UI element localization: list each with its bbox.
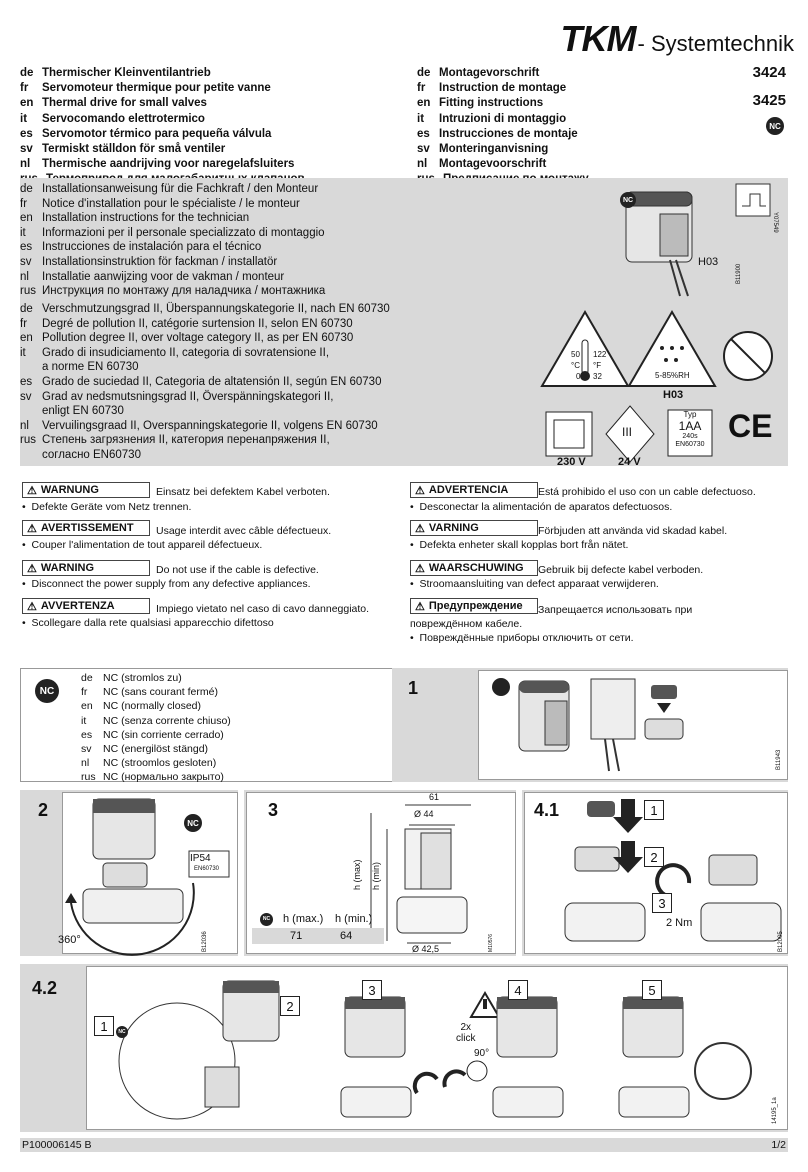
dimension-hmin: h (min) [371, 861, 381, 890]
step-4-2-sub-4: 4 [508, 980, 528, 1000]
table-value-hmin: 64 [340, 930, 353, 942]
temp-f-unit: °F [593, 361, 602, 370]
table-value-hmax: 71 [290, 930, 303, 942]
warning-text-sv: Förbjuden att använda vid skadad kabel. [538, 525, 728, 537]
code-14195: 14195_1a [772, 1097, 778, 1124]
warning-bullet-en: • Disconnect the power supply from any defective appliances. [22, 578, 311, 590]
warning-bullet-nl: • Stroomaansluiting van defect apparaat verwijderen. [410, 578, 659, 590]
step-4-1-sub-2: 2 [644, 847, 664, 867]
rotation-90-label: 90° [474, 1048, 490, 1059]
ip54-standard: EN60730 [194, 866, 220, 872]
temp-c-min: 0 [576, 372, 581, 381]
warning-text-nl: Gebruik bij defecte kabel verboden. [538, 564, 704, 576]
code-b11943: B11943 [776, 749, 782, 770]
warning-text-fr: Usage interdit avec câble défectueux. [156, 525, 332, 537]
step-4-2-sub-1: 1 [94, 1016, 114, 1036]
type-label-box: Typ 1AA 240s EN60730 [675, 410, 705, 448]
warning-label-it: ⚠ AVVERTENZA [22, 598, 150, 614]
warning-text2-rus: повреждённом кабеле. [410, 618, 523, 630]
class-iii-symbol: III [622, 425, 633, 439]
nc-box [20, 668, 402, 782]
warning-label-nl: ⚠ WAARSCHUWING [410, 560, 538, 576]
pollution-list: de Verschmutzungsgrad II, Überspannungskategorie II, nach EN 60730 fr Degré de pollution II, catégorie surtension II, selon EN 60730 en Pollution degree II, over voltage category II, as per EN 60730 it Grado di insudiciamento II, categoria di sovratensione II, a norme EN 60730 es Grado de suciedad II, Categoria de altatensión II, según EN 60730 sv Grad av nedsmutsningsgrad II, Överspänningskategori II, enligt EN 60730 nl Vervuilingsgraad II, Overspanningskategorie II, volgens EN 60730 rus Степень загрязнения II, категория перенапряжения II, согласно EN60730 [20, 303, 390, 461]
step-1-figure [478, 670, 788, 780]
step-4-2-nc-badge: NC [116, 1026, 128, 1038]
step-4-1-number: 4.1 [534, 800, 560, 820]
warning-triangle-icon: ⚠ [415, 522, 425, 535]
click-text: click [456, 1033, 476, 1044]
warning-label-rus: ⚠ Предупреждение [410, 598, 538, 614]
warning-triangle-icon: ⚠ [27, 522, 37, 535]
step-4-1-sub-3: 3 [652, 893, 672, 913]
warning-label-en: ⚠ WARNING [22, 560, 150, 576]
h03-bottom-label: H03 [663, 389, 684, 401]
warning-bullet-sv: • Defekta enheter skall kopplas bort från nätet. [410, 539, 629, 551]
warning-triangle-icon: ⚠ [27, 600, 37, 613]
h03-label: H03 [698, 256, 719, 268]
dimension-d44: Ø 44 [414, 809, 434, 819]
nc-icon: NC [35, 679, 59, 703]
table-header-hmax: h (max.) [283, 913, 324, 925]
code-b12036: B12036 [202, 931, 208, 952]
warning-triangle-icon: ⚠ [27, 562, 37, 575]
nc-language-list: de NC (stromlos zu) fr NC (sans courant fermé) en NC (normally closed) it NC (senza corrente chiuso) es NC (sin corriente cerrado) sv NC (energilöst stängd) nl NC (stroomlos gesloten) rus NC (нормально закрыто) [81, 672, 231, 784]
warning-text-it: Impiego vietato nel caso di cavo danneggiato. [156, 603, 370, 615]
click-label [456, 1022, 475, 1044]
voltage-24-label: 24 V [618, 456, 641, 468]
page-number: 1/2 [771, 1139, 786, 1151]
warning-triangle-icon: ⚠ [27, 484, 37, 497]
voltage-230-label: 230 V [557, 456, 586, 468]
step-4-2-figure [86, 966, 788, 1130]
temp-f-min: 32 [593, 372, 602, 381]
warning-triangle-icon: ⚠ [415, 600, 425, 613]
nc-badge: NC [766, 117, 784, 135]
rotation-360-label: 360° [58, 934, 81, 946]
brand-logo [561, 18, 794, 60]
step-1-number: 1 [408, 678, 419, 698]
brand-name: TKM [560, 18, 636, 59]
warning-label-fr: ⚠ AVERTISSEMENT [22, 520, 150, 536]
warning-triangle-icon: ⚠ [415, 562, 425, 575]
step-2-drawing [63, 793, 237, 953]
model-number-3425: 3425 [752, 92, 786, 109]
torque-label: 2 Nm [666, 917, 693, 929]
dimension-hmax: h (max) [352, 859, 362, 890]
step-2-number: 2 [38, 800, 49, 820]
humidity-range: 5-85%RH [655, 371, 690, 380]
step-3-number: 3 [268, 800, 279, 820]
table-nc-icon: NC [260, 913, 273, 926]
step-2-figure [62, 792, 238, 954]
step-4-2-sub-2: 2 [280, 996, 300, 1016]
code-b12005: B12005 [778, 931, 784, 952]
ce-mark: CE [728, 408, 773, 444]
model-number-3424: 3424 [752, 64, 786, 81]
code-y07549: Y07549 [772, 212, 778, 233]
dimension-61: 61 [429, 792, 440, 802]
document-titles: de Montagevorschrift fr Instruction de montage en Fitting instructions it Intruzioni di montaggio es Instrucciones de montaje sv Monteringanvisning nl Montagevoorschrift [417, 67, 578, 171]
product-titles: de Thermischer Kleinventilantrieb fr Servomoteur thermique pour petite vanne en Thermal drive for small valves it Servocomando elettrotermico es Servomotor térmico para pequeña válvula sv Termiskt ställdon för små ventiler nl Thermische aandrijving voor naregelafsluiters [20, 67, 295, 171]
actuator-illustration [626, 192, 692, 296]
height-table [252, 910, 384, 944]
step-2-nc-badge: NC [184, 814, 202, 832]
warning-bullet-fr: • Couper l'alimentation de tout appareil défectueux. [22, 539, 263, 551]
installation-list: de Installationsanweisung für die Fachkraft / den Monteur fr Notice d'installation pour le spécialiste / le monteur en Installation instructions for the technician it Informazioni per il personale specializzato di montaggio es Instrucciones de instalación para el técnico sv Installationsinstruktion för fackman / installatör nl Installatie aanwijzing voor de vakman / monteur rus Инструкция по монтажу для наладчика / монтажника [20, 183, 326, 298]
step-4-2-drawing [87, 967, 787, 1129]
ip54-label: IP54 [190, 853, 211, 864]
warning-text-es: Está prohibido el uso con un cable defectuoso. [538, 486, 756, 498]
warning-bullet-de: • Defekte Geräte vom Netz trennen. [22, 501, 192, 513]
code-b11900: B11900 [736, 263, 742, 284]
warning-triangle-icon: ⚠ [415, 484, 425, 497]
step-4-2-sub-5: 5 [642, 980, 662, 1000]
temp-f-max: 122 [593, 350, 607, 359]
temp-c-max: 50 [571, 350, 580, 359]
warning-bullet-rus: • Повреждённые приборы отключить от сети. [410, 632, 634, 644]
warnings-right [410, 482, 788, 652]
step-4-2-sub-3: 3 [362, 980, 382, 1000]
table-header-hmin: h (min.) [335, 913, 373, 925]
warning-label-sv: ⚠ VARNING [410, 520, 538, 536]
warning-label-de: ⚠ WARNUNG [22, 482, 150, 498]
step-4-1-sub-1: 1 [644, 800, 664, 820]
actuator-nc-badge: NC [620, 192, 636, 208]
code-m10576: M10576 [488, 933, 494, 952]
warning-bullet-es: • Desconectar la alimentación de aparatos defectuosos. [410, 501, 673, 513]
step-4-2-number: 4.2 [32, 978, 58, 998]
warning-text-de: Einsatz bei defektem Kabel verboten. [156, 486, 330, 498]
page-footer [20, 1138, 788, 1152]
temp-c-unit: °C [571, 361, 580, 370]
warnings-left [22, 482, 402, 642]
dimension-d425: Ø 42,5 [412, 944, 440, 954]
click-count: 2x [460, 1022, 471, 1033]
document-number: P100006145 B [22, 1139, 92, 1151]
warning-text-rus: Запрещается использовать при [538, 604, 693, 616]
brand-suffix: - Systemtechnik [637, 31, 794, 56]
step-1-drawing [479, 671, 787, 779]
warning-bullet-it: • Scollegare dalla rete qualsiasi apparecchio difettoso [22, 617, 274, 629]
warning-text-en: Do not use if the cable is defective. [156, 564, 319, 576]
warning-label-es: ⚠ ADVERTENCIA [410, 482, 538, 498]
